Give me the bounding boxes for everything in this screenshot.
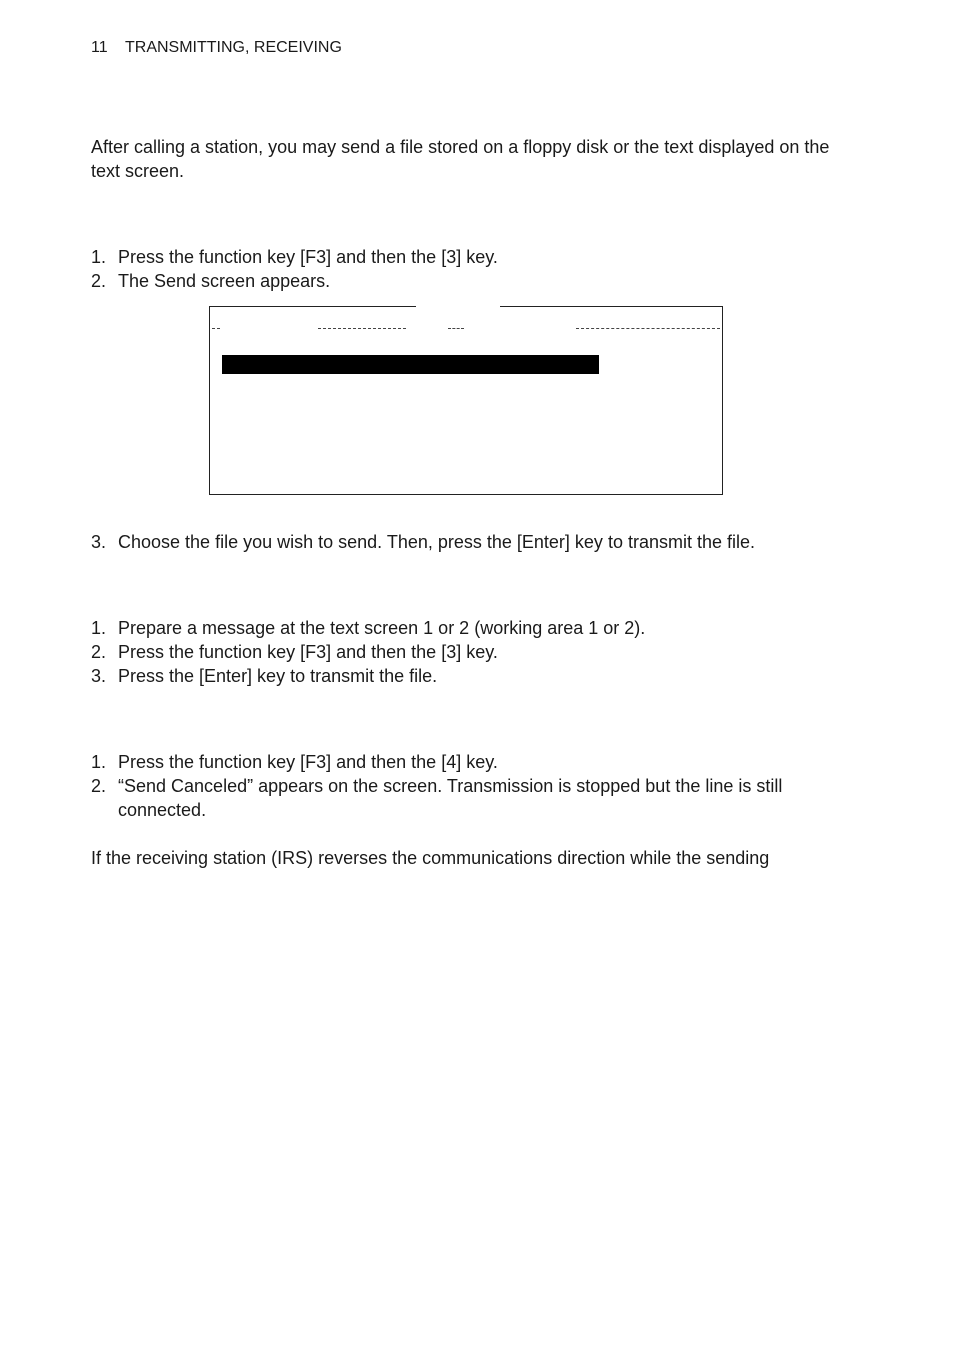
step-text: “Send Canceled” appears on the screen. Transmission is stopped but the line is still connected. [118,776,783,820]
step-text: Choose the file you wish to send. Then, press the [Enter] key to transmit the file. [118,532,755,552]
divider-dash [318,328,406,329]
step-number: 3. [91,532,107,552]
cancel-steps [91,750,831,822]
intro-paragraph: After calling a station, you may send a file stored on a floppy disk or the text displayed on the text screen. [91,137,830,181]
step-number: 1. [91,752,107,772]
step-text: Press the function key [F3] and then the [3] key. [118,247,498,267]
step-text: Press the function key [F3] and then the [3] key. [118,642,498,662]
chapter-title: TRANSMITTING, RECEIVING [125,39,342,56]
step-number: 2. [91,642,107,662]
list-item [91,269,831,293]
step-number: 2. [91,776,107,796]
screen-title-gap [416,305,500,309]
step-text: Press the [Enter] key to transmit the file. [118,666,438,686]
step-text: Prepare a message at the text screen 1 or 2 (working area 1 or 2). [118,618,646,638]
file-selection-bar[interactable] [222,355,599,374]
step-text: Press the function key [F3] and then the [4] key. [118,752,498,772]
list-item [91,530,831,554]
list-item [91,774,831,822]
step-number: 1. [91,618,107,638]
step-number: 2. [91,271,107,291]
chapter-number: 11 [91,39,108,56]
step-number: 1. [91,247,107,267]
divider-dash [212,328,220,329]
list-item [91,750,831,774]
send-file-steps [91,245,831,293]
list-item [91,664,831,688]
page-header [91,39,342,57]
divider-dash [576,328,720,329]
step-number: 3. [91,666,107,686]
send-screen-illustration [209,306,723,495]
send-file-step-3 [91,530,831,554]
list-item [91,616,831,640]
divider-dash [448,328,464,329]
closing-paragraph: If the receiving station (IRS) reverses the communications direction while the sending [91,848,770,868]
list-item [91,640,831,664]
send-text-steps [91,616,831,688]
list-item [91,245,831,269]
step-text: The Send screen appears. [118,271,331,291]
